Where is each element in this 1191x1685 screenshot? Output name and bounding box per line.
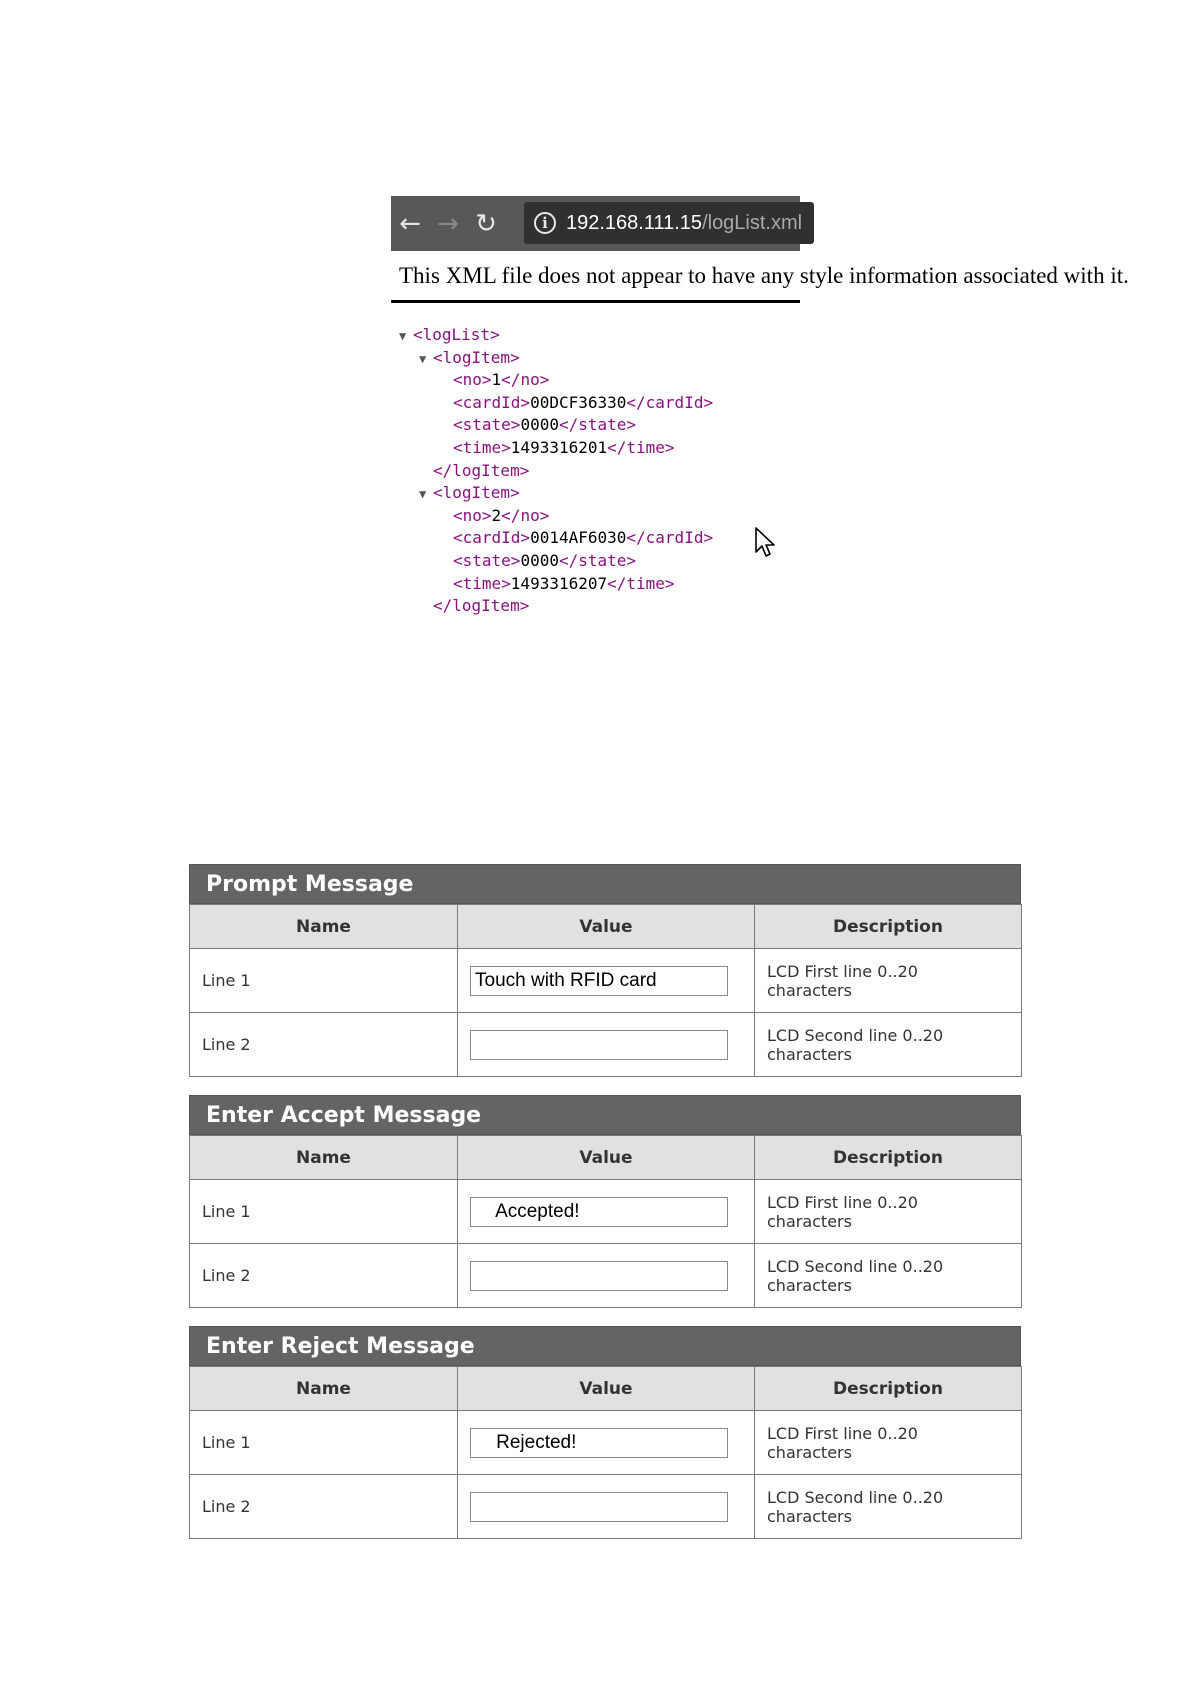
arrow-left-icon[interactable]: ← — [399, 208, 421, 239]
xml-line: <cardId>00DCF36330</cardId> — [453, 392, 714, 412]
info-icon[interactable]: i — [534, 212, 556, 234]
reject-line-1-input[interactable] — [470, 1428, 728, 1458]
accept-line-1-input[interactable] — [470, 1197, 728, 1227]
table-row — [190, 1013, 1022, 1077]
accept-message-section — [189, 1095, 1021, 1308]
row-name: Line 1 — [190, 1180, 458, 1244]
row-description: LCD Second line 0..20 characters — [767, 1025, 944, 1064]
settings-table — [189, 904, 1022, 1077]
table-header-row — [190, 1136, 1022, 1180]
table-header-row — [190, 905, 1022, 949]
table-row — [190, 1475, 1022, 1539]
xml-line: <time>1493316207</time> — [453, 573, 675, 593]
xml-line: </logItem> — [433, 460, 530, 480]
xml-line: <no>2</no> — [453, 505, 550, 525]
xml-style-notice: This XML file does not appear to have any style information associated with it. — [399, 263, 1129, 288]
collapse-triangle-icon[interactable]: ▼ — [419, 351, 427, 366]
row-description: LCD First line 0..20 characters — [767, 961, 918, 1000]
browser-toolbar — [391, 196, 803, 251]
column-header-name: Name — [190, 905, 458, 949]
row-name: Line 1 — [190, 949, 458, 1013]
section-title: Prompt Message — [189, 864, 1021, 904]
table-row — [190, 1411, 1022, 1475]
column-header-description: Description — [755, 1367, 1022, 1411]
table-row — [190, 949, 1022, 1013]
column-header-name: Name — [190, 1367, 458, 1411]
xml-tree — [399, 324, 809, 618]
collapse-triangle-icon[interactable]: ▼ — [419, 487, 427, 502]
xml-line[interactable]: ▼ <logItem> — [399, 347, 809, 370]
xml-line: <cardId>0014AF6030</cardId> — [453, 528, 714, 548]
row-description: LCD First line 0..20 characters — [767, 1423, 918, 1462]
xml-line[interactable]: ▼ <logItem> — [399, 482, 809, 505]
table-header-row — [190, 1367, 1022, 1411]
row-name: Line 2 — [190, 1475, 458, 1539]
column-header-value: Value — [458, 1367, 755, 1411]
row-description: LCD Second line 0..20 characters — [767, 1256, 944, 1295]
reject-message-section — [189, 1326, 1021, 1539]
table-row — [190, 1180, 1022, 1244]
url-path: /logList.xml — [702, 211, 803, 234]
address-bar[interactable] — [524, 202, 814, 244]
section-title: Enter Reject Message — [189, 1326, 1021, 1366]
section-title: Enter Accept Message — [189, 1095, 1021, 1135]
prompt-line-2-input[interactable] — [470, 1030, 728, 1060]
table-row — [190, 1244, 1022, 1308]
row-name: Line 1 — [190, 1411, 458, 1475]
xml-line: <state>0000</state> — [453, 550, 637, 570]
column-header-description: Description — [755, 1136, 1022, 1180]
xml-line[interactable]: ▼ <logList> — [399, 324, 809, 347]
settings-table — [189, 1366, 1022, 1539]
xml-line: <state>0000</state> — [453, 415, 637, 435]
arrow-right-icon[interactable]: → — [437, 208, 459, 239]
xml-line: </logItem> — [433, 596, 530, 616]
column-header-name: Name — [190, 1136, 458, 1180]
collapse-triangle-icon[interactable]: ▼ — [399, 329, 407, 343]
browser-window — [391, 196, 1129, 623]
row-name: Line 2 — [190, 1244, 458, 1308]
reload-icon[interactable]: ↻ — [475, 208, 497, 239]
row-name: Line 2 — [190, 1013, 458, 1077]
mouse-pointer-icon — [754, 526, 776, 558]
row-description: LCD First line 0..20 characters — [767, 1192, 918, 1231]
row-description: LCD Second line 0..20 characters — [767, 1487, 944, 1526]
reject-line-2-input[interactable] — [470, 1492, 728, 1522]
column-header-description: Description — [755, 905, 1022, 949]
divider — [391, 300, 800, 303]
column-header-value: Value — [458, 905, 755, 949]
column-header-value: Value — [458, 1136, 755, 1180]
xml-line: <no>1</no> — [453, 370, 550, 390]
settings-table — [189, 1135, 1022, 1308]
xml-line: <time>1493316201</time> — [453, 437, 675, 457]
prompt-message-section — [189, 864, 1021, 1077]
prompt-line-1-input[interactable] — [470, 966, 728, 996]
url-host: 192.168.111.15 — [566, 211, 703, 234]
accept-line-2-input[interactable] — [470, 1261, 728, 1291]
